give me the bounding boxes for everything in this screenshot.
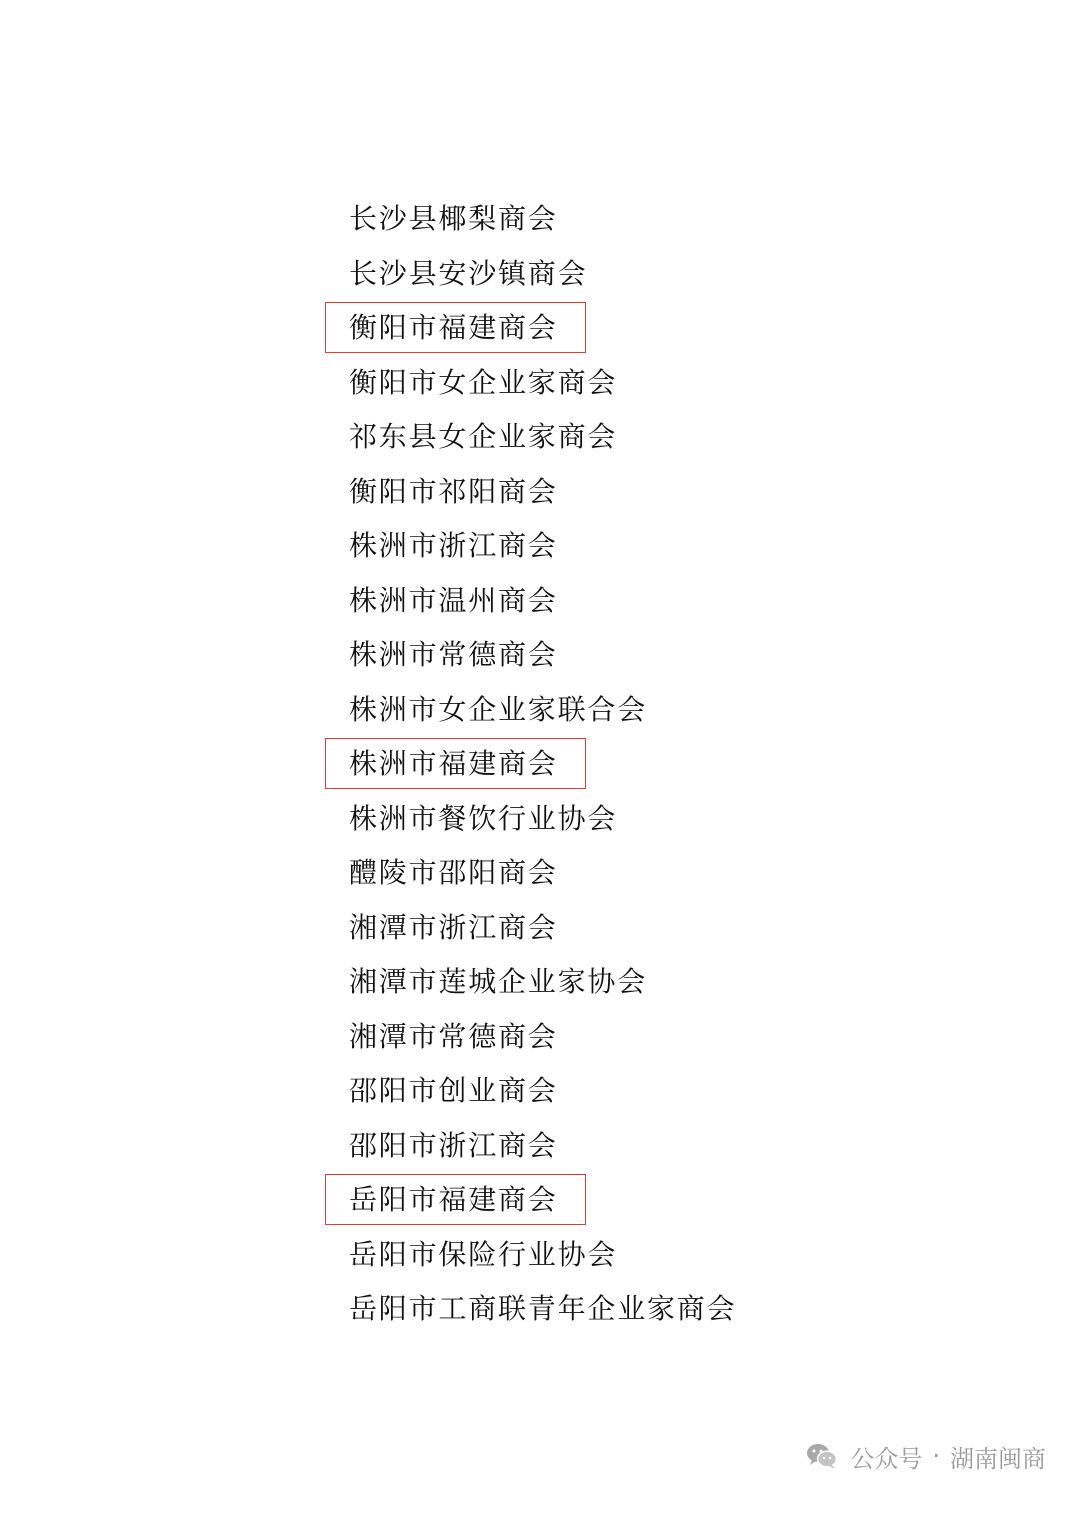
org-name: 长沙县安沙镇商会 — [349, 256, 588, 290]
org-name: 衡阳市福建商会 — [349, 311, 558, 344]
org-name: 湘潭市常德商会 — [349, 1019, 558, 1053]
list-item — [349, 1173, 736, 1228]
watermark-separator: · — [932, 1442, 940, 1470]
org-name: 株洲市温州商会 — [349, 583, 558, 617]
org-name: 株洲市常德商会 — [349, 638, 558, 671]
org-name: 株洲市福建商会 — [349, 747, 558, 780]
list-item — [349, 356, 736, 411]
org-name: 长沙县椰梨商会 — [349, 202, 558, 235]
org-name: 株洲市餐饮行业协会 — [349, 801, 618, 835]
org-name: 湘潭市浙江商会 — [349, 910, 558, 944]
org-name: 岳阳市保险行业协会 — [349, 1237, 618, 1271]
list-item — [349, 574, 736, 629]
list-item — [349, 465, 736, 520]
org-name: 邵阳市创业商会 — [349, 1074, 558, 1107]
list-item — [349, 192, 736, 247]
list-item — [349, 792, 736, 847]
organization-list — [349, 192, 736, 1337]
list-item — [349, 301, 736, 356]
list-item — [349, 1228, 736, 1283]
org-name: 岳阳市工商联青年企业家商会 — [349, 1292, 737, 1325]
list-item — [349, 1282, 736, 1337]
list-item — [349, 410, 736, 465]
list-item — [349, 846, 736, 901]
watermark-label: 公众号 — [850, 1444, 923, 1473]
org-name: 衡阳市女企业家商会 — [349, 365, 618, 399]
org-name: 邵阳市浙江商会 — [349, 1128, 558, 1162]
org-name: 衡阳市祁阳商会 — [349, 474, 558, 508]
wechat-icon — [804, 1438, 840, 1474]
list-item — [349, 955, 736, 1010]
org-name: 湘潭市莲城企业家协会 — [349, 965, 648, 998]
list-item — [349, 1119, 736, 1174]
list-item — [349, 628, 736, 683]
list-item — [349, 519, 736, 574]
org-name: 株洲市女企业家联合会 — [349, 692, 648, 726]
list-item — [349, 901, 736, 956]
org-name: 醴陵市邵阳商会 — [349, 856, 558, 889]
list-item — [349, 683, 736, 738]
org-name: 祁东县女企业家商会 — [349, 420, 618, 453]
org-name: 岳阳市福建商会 — [349, 1183, 558, 1216]
wechat-watermark — [804, 1436, 1046, 1476]
list-item — [349, 1064, 736, 1119]
watermark-account: 湖南闽商 — [950, 1444, 1046, 1473]
list-item — [349, 1010, 736, 1065]
list-item — [349, 737, 736, 792]
org-name: 株洲市浙江商会 — [349, 529, 558, 562]
list-item — [349, 247, 736, 302]
